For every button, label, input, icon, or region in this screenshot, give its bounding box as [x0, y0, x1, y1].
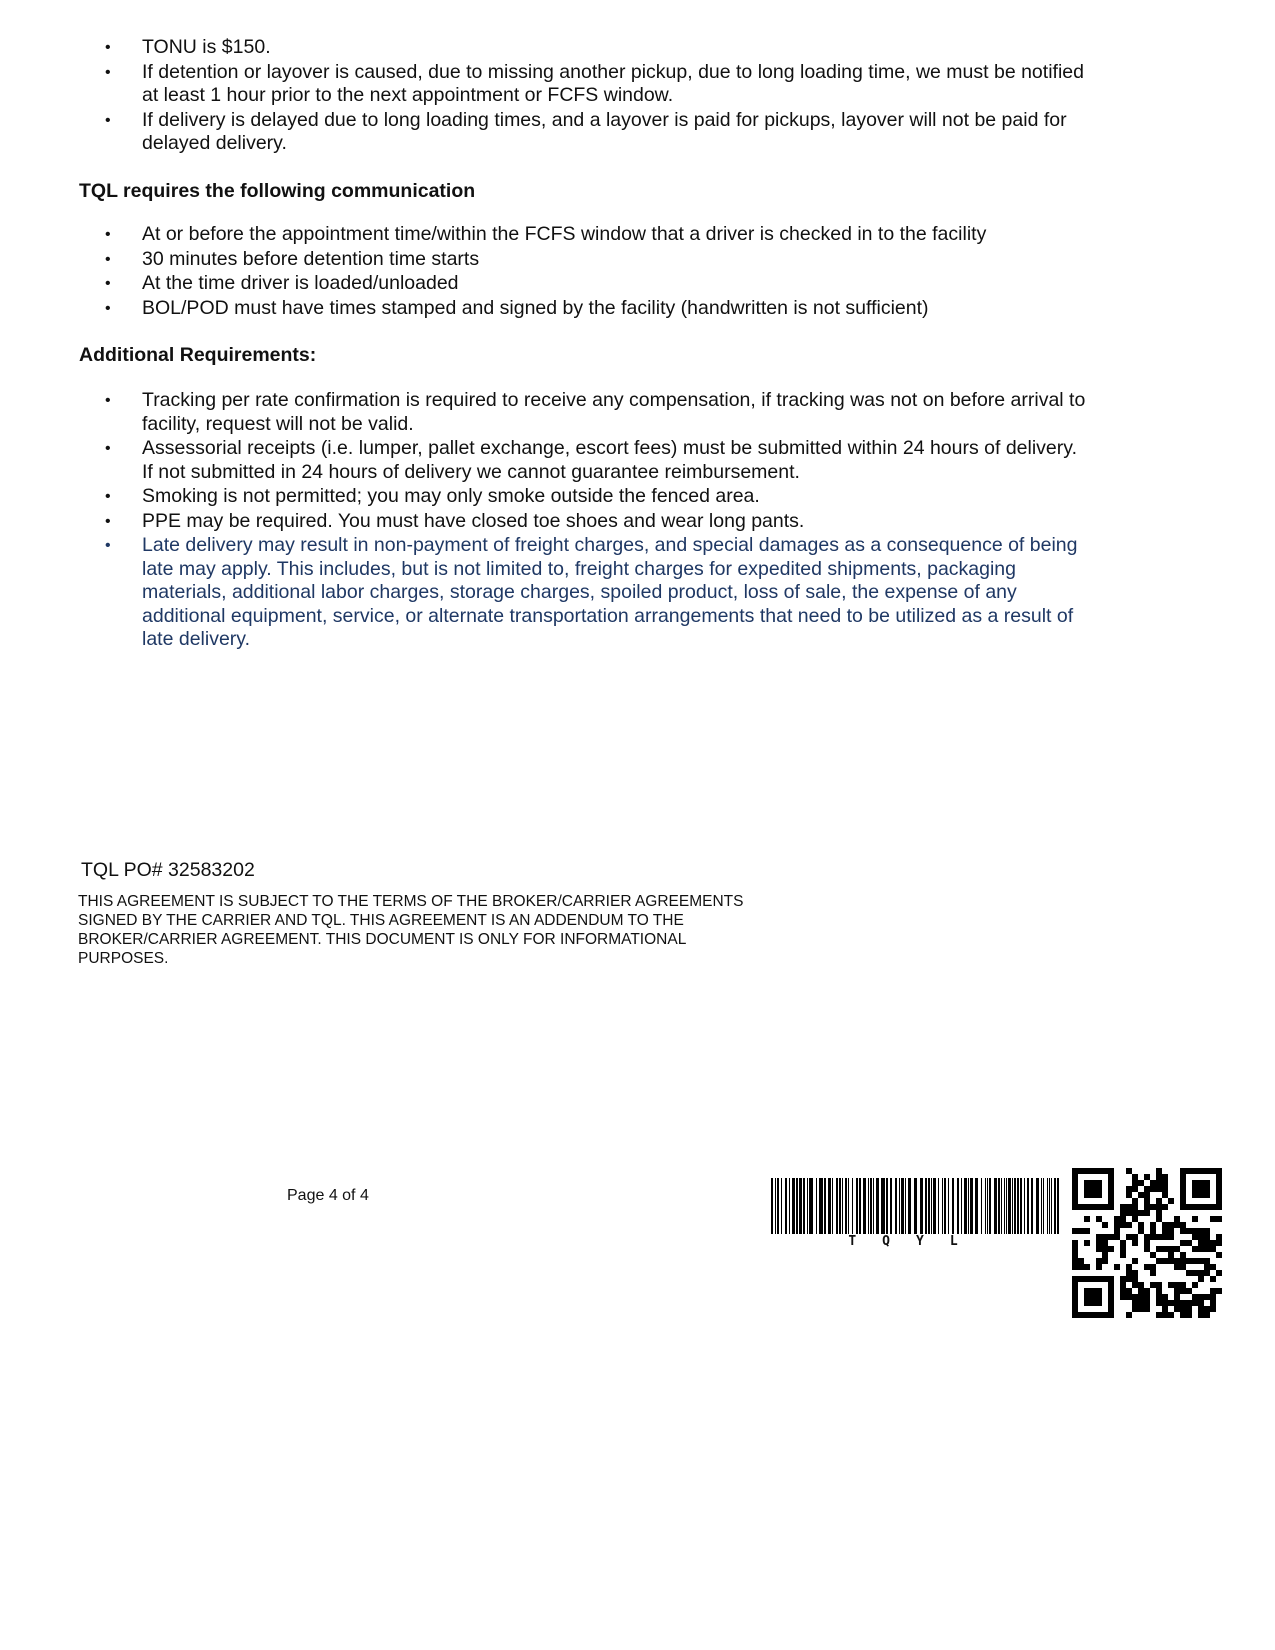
list-item: • 30 minutes before detention time starts [105, 248, 1090, 272]
qr-code-icon [1072, 1168, 1222, 1318]
policy-list [105, 36, 1090, 157]
list-item: • If detention or layover is caused, due to missing another pickup, due to long loading time, we must be notified at least 1 hour prior to the next appointment or FCFS window. [105, 61, 1090, 108]
late-delivery-notice: • Late delivery may result in non-payment of freight charges, and special damages as a consequence of being late may apply. This includes, but is not limited to, freight charges for expedited shipments, packaging materials, additional labor charges, storage charges, spoiled product, loss of sale, the expense of any additional equipment, service, or alternate transportation arrangements that need to be utilized as a result of late delivery. [105, 534, 1090, 652]
barcode-icon [771, 1178, 1061, 1234]
list-item: • Tracking per rate confirmation is required to receive any compensation, if tracking was not on before arrival to facility, request will not be valid. [105, 389, 1090, 436]
additional-requirements-list [105, 389, 1090, 653]
list-item: • BOL/POD must have times stamped and signed by the facility (handwritten is not sufficient) [105, 297, 1090, 321]
list-item: • Assessorial receipts (i.e. lumper, pallet exchange, escort fees) must be submitted within 24 hours of delivery. If not submitted in 24 hours of delivery we cannot guarantee reimbursement. [105, 437, 1090, 484]
list-item: • TONU is $150. [105, 36, 1090, 60]
list-item: • At or before the appointment time/within the FCFS window that a driver is checked in to the facility [105, 223, 1090, 247]
agreement-notice: THIS AGREEMENT IS SUBJECT TO THE TERMS OF THE BROKER/CARRIER AGREEMENTS SIGNED BY THE CARRIER AND TQL. THIS AGREEMENT IS AN ADDENDUM TO THE BROKER/CARRIER AGREEMENT. THIS DOCUMENT IS ONLY FOR INFORMATIONAL PURPOSES. [78, 893, 744, 967]
additional-requirements-heading: Additional Requirements: [79, 344, 317, 366]
communication-heading: TQL requires the following communication [79, 180, 476, 202]
po-number: TQL PO# 32583202 [81, 859, 255, 881]
page-number: Page 4 of 4 [287, 1187, 369, 1204]
communication-list [105, 223, 1090, 321]
list-item: • At the time driver is loaded/unloaded [105, 272, 1090, 296]
list-item: • If delivery is delayed due to long loading times, and a layover is paid for pickups, layover will not be paid for delayed delivery. [105, 109, 1090, 156]
list-item: • Smoking is not permitted; you may only smoke outside the fenced area. [105, 485, 1090, 509]
list-item: • PPE may be required. You must have closed toe shoes and wear long pants. [105, 510, 1090, 534]
barcode [771, 1178, 1061, 1248]
barcode-text: TQYL [848, 1234, 984, 1249]
